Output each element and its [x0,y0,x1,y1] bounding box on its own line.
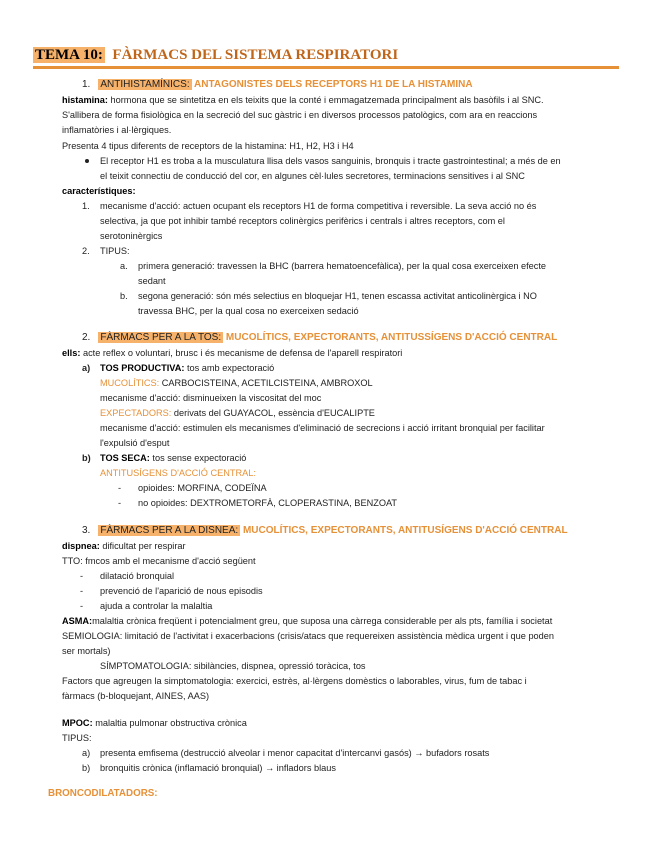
text-line: sedant [138,276,166,286]
list-number: 1. [82,201,90,211]
text-line: TTO: fmcos amb el mecanisme d'acció següent [62,556,256,566]
term-label: histamina: [62,95,108,105]
asma-line [62,615,552,627]
text-line: el teixit connectiu de conducció del cor, en algunes cèl·lules secretores, terminacions sensitives i al SNC [100,171,525,181]
page-title [33,46,398,64]
text-line: selectiva, ja que pot inhibir també receptors colinèrgics perifèrics i centrals i altres receptors, com el [100,216,505,226]
ells-line [62,347,402,359]
term-label: MPOC: [62,718,93,728]
section-highlight: FÀRMACS PER A LA DISNEA: [100,525,239,536]
text-line: segona generació: són més selectius en bloquejar H1, tenen escassa activitat anticolinèrgica i NO [138,291,537,301]
term-text: tos amb expectoració [186,363,275,373]
list-letter: a. [120,261,128,271]
dash-marker: - [80,586,84,596]
text-line: presenta emfisema (destrucció alveolar i menor capacitat d'intercanvi gasós) → bufadors rosats [100,748,490,758]
text-line: inflamatòries i al·lèrgiques. [62,125,172,135]
text-line: mecanisme d'acció: estimulen els mecanismes d'eliminació de secrecions i acció irritant bronquial per facilitar [100,423,545,433]
term-text: hormona que se sintetitza en els teixits que la conté i emmagatzemada principalment als basòfils i al SNC. [110,95,544,105]
text-line: mecanisme d'acció: actuen ocupant els receptors H1 de forma competitiva i reversible. La seva acció no és [100,201,537,211]
term-text: malaltia crònica freqüent i potencialment greu, que suposa una càrrega considerable per als pts, família i societat [92,616,553,626]
text-line: TIPUS: [100,246,130,256]
dash-marker: - [80,601,84,611]
text-line: primera generació: travessen la BHC (barrera hematoencefàlica), per la qual cosa exerceixen efecte [138,261,547,271]
term-text: dificultat per respirar [102,541,186,551]
text-line: Factors que agreugen la simptomatologia: exercici, estrès, al·lèrgens domèstics o laborables, virus, fum de tabac i [62,676,527,686]
term-text: CARBOCISTEINA, ACETILCISTEINA, AMBROXOL [161,378,373,388]
term-label: TOS PRODUCTIVA: [100,363,185,373]
antitusigens-label: ANTITUSÍGENS D'ACCIÓ CENTRAL: [100,468,256,478]
text-line: l'expulsió d'esput [100,438,170,448]
section-number: 1. [82,79,91,90]
section-highlight: ANTIHISTAMÍNICS: [100,79,190,90]
section-title: MUCOLÍTICS, EXPECTORANTS, ANTITUSSÍGENS D'ACCIÓ CENTRAL [225,332,558,343]
term-text: malaltia pulmonar obstructiva crònica [95,718,247,728]
broncodilatadors-heading: BRONCODILATADORS: [48,788,158,799]
text-line: opioides: MORFINA, CODEÏNA [138,483,267,493]
tos-productiva-line [100,362,274,374]
text-line: dilatació bronquial [100,571,175,581]
text-line: SEMIOLOGIA: limitació de l'activitat i exacerbacions (crisis/atacs que requereixen assistència mèdica urgent i que poden [62,631,554,641]
caracteristiques-label: característiques: [62,186,136,196]
section-title: MUCOLÍTICS, EXPECTORANTS, ANTITUSÍGENS D'ACCIÓ CENTRAL [242,525,568,536]
text-line: serotoninèrgics [100,231,163,241]
term-label: ASMA: [62,616,93,626]
bullet-icon [85,159,89,163]
term-label: dispnea: [62,541,100,551]
list-letter: a) [82,363,91,373]
text-line: Presenta 4 tipus diferents de receptors de la histamina: H1, H2, H3 i H4 [62,141,354,151]
text-line: mecanisme d'acció: disminueixen la viscositat del moc [100,393,322,403]
dash-marker: - [118,483,122,493]
term-label: MUCOLÍTICS: [100,378,160,388]
title-text: FÀRMACS DEL SISTEMA RESPIRATORI [112,47,399,63]
term-text: acte reflex o voluntari, brusc i és mecanisme de defensa de l'aparell respiratori [82,348,403,358]
mucolitics-line [100,377,373,389]
title-underline [33,66,619,69]
section-3-heading [82,524,568,537]
section-number: 2. [82,332,91,343]
list-letter: b) [82,453,91,463]
section-title: ANTAGONISTES DELS RECEPTORS H1 DE LA HISTAMINA [194,79,473,90]
list-letter: a) [82,748,91,758]
list-number: 2. [82,246,90,256]
histamina-line [62,94,544,106]
dash-marker: - [80,571,84,581]
list-letter: b) [82,763,91,773]
term-text: tos sense expectoració [152,453,247,463]
section-1-heading [82,78,473,91]
term-text: derivats del GUAYACOL, essència d'EUCALIPTE [173,408,375,418]
text-line: no opioides: DEXTROMETORFÀ, CLOPERASTINA, BENZOAT [138,498,398,508]
section-highlight: FÀRMACS PER A LA TOS: [100,332,222,343]
term-label: ells: [62,348,81,358]
text-line: TIPUS: [62,733,92,743]
text-line: prevenció de l'aparició de nous episodis [100,586,263,596]
title-prefix: TEMA 10: [35,47,103,63]
dash-marker: - [118,498,122,508]
text-line: S'allibera de forma fisiològica en la secreció del suc gàstric i en diversos processos patològics, com ara en reaccions [62,110,538,120]
section-number: 3. [82,525,91,536]
text-line: fàrmacs (b-bloquejant, AINES, AAS) [62,691,210,701]
text-line: bronquitis crònica (inflamació bronquial) → infladors blaus [100,763,336,773]
term-label: TOS SECA: [100,453,150,463]
list-letter: b. [120,291,128,301]
expectadors-line [100,407,375,419]
section-2-heading [82,331,557,344]
tos-seca-line [100,452,246,464]
text-line: ser mortals) [62,646,111,656]
text-line: ajuda a controlar la malaltia [100,601,213,611]
dispnea-line [62,540,186,552]
text-line: travessa BHC, per la qual cosa no exerceixen sedació [138,306,359,316]
text-line: SÍMPTOMATOLOGIA: sibilàncies, dispnea, opressió toràcica, tos [100,661,366,671]
mpoc-line [62,717,247,729]
text-line: El receptor H1 es troba a la musculatura llisa dels vasos sanguinis, bronquis i tracte gastrointestinal; a més de en [100,156,561,166]
term-label: EXPECTADORS: [100,408,172,418]
